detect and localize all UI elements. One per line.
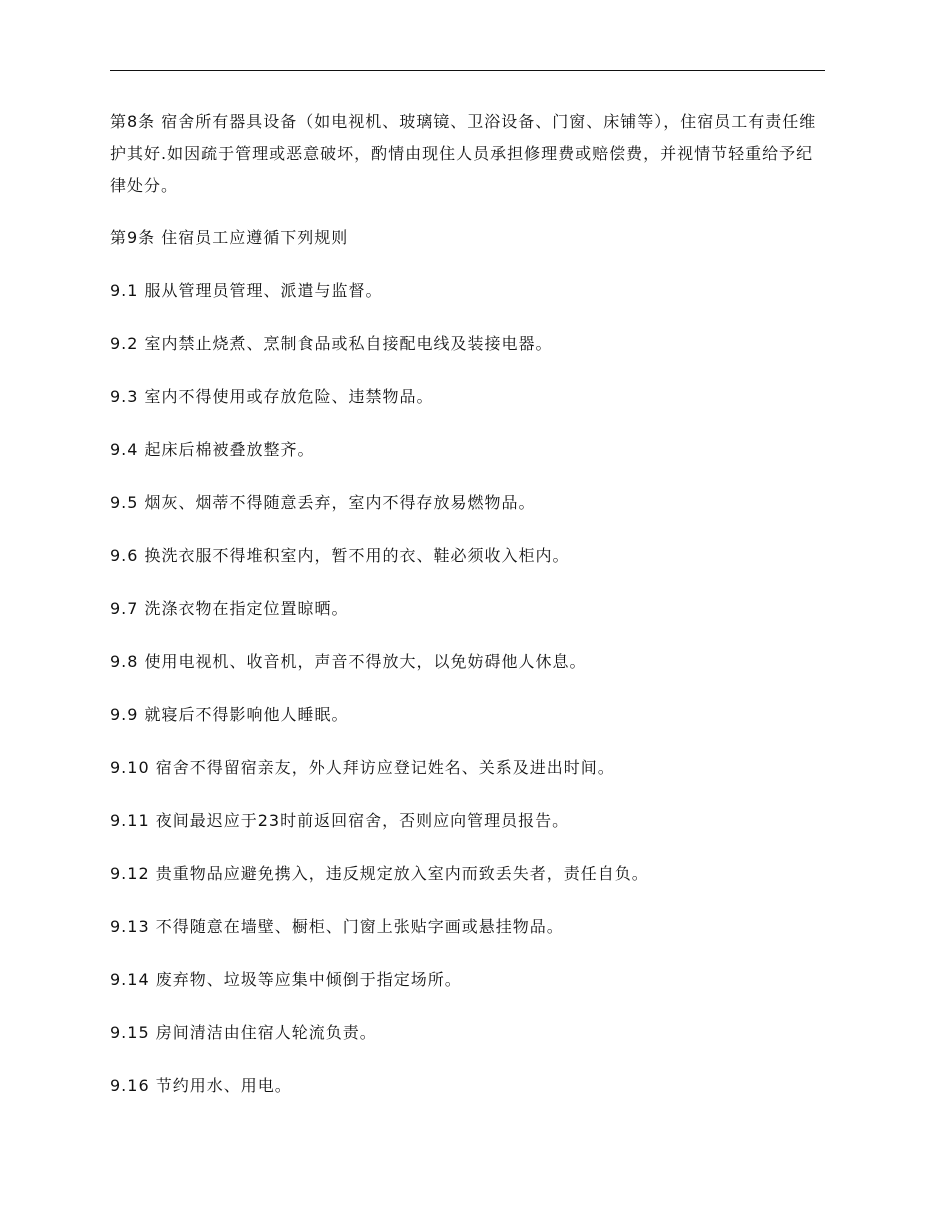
rule-item-9-4: 9.4 起床后棉被叠放整齐。 bbox=[110, 440, 315, 459]
rule-item-9-10: 9.10 宿舍不得留宿亲友，外人拜访应登记姓名、关系及进出时间。 bbox=[110, 758, 615, 777]
header-rule bbox=[110, 70, 825, 71]
rule-item-9-12: 9.12 贵重物品应避免携入，违反规定放入室内而致丢失者，责任自负。 bbox=[110, 864, 649, 883]
rule-item-9-6: 9.6 换洗衣服不得堆积室内，暂不用的衣、鞋必须收入柜内。 bbox=[110, 546, 570, 565]
rule-item-9-1: 9.1 服从管理员管理、派遣与监督。 bbox=[110, 281, 383, 300]
document-body bbox=[110, 106, 825, 1123]
rule-item-9-3: 9.3 室内不得使用或存放危险、违禁物品。 bbox=[110, 387, 434, 406]
rule-item-9-5: 9.5 烟灰、烟蒂不得随意丢弃，室内不得存放易燃物品。 bbox=[110, 493, 536, 512]
rule-item-9-13: 9.13 不得随意在墙壁、橱柜、门窗上张贴字画或悬挂物品。 bbox=[110, 917, 564, 936]
article-9-heading: 第9条 住宿员工应遵循下列规则 bbox=[110, 228, 349, 247]
rule-item-9-16: 9.16 节约用水、用电。 bbox=[110, 1076, 292, 1095]
rule-item-9-8: 9.8 使用电视机、收音机，声音不得放大，以免妨碍他人休息。 bbox=[110, 652, 587, 671]
rule-item-9-11: 9.11 夜间最迟应于23时前返回宿舍，否则应向管理员报告。 bbox=[110, 811, 570, 830]
rule-item-9-14: 9.14 废弃物、垃圾等应集中倾倒于指定场所。 bbox=[110, 970, 462, 989]
rule-item-9-15: 9.15 房间清洁由住宿人轮流负责。 bbox=[110, 1023, 377, 1042]
rule-item-9-9: 9.9 就寝后不得影响他人睡眠。 bbox=[110, 705, 349, 724]
rule-item-9-7: 9.7 洗涤衣物在指定位置晾晒。 bbox=[110, 599, 349, 618]
rule-item-9-2: 9.2 室内禁止烧煮、烹制食品或私自接配电线及装接电器。 bbox=[110, 334, 553, 353]
article-8-paragraph: 第8条 宿舍所有器具设备（如电视机、玻璃镜、卫浴设备、门窗、床铺等），住宿员工有责任维护其好.如因疏于管理或恶意破坏，酌情由现住人员承担修理费或赔偿费，并视情节轻重给予纪律处分。 bbox=[110, 112, 817, 195]
